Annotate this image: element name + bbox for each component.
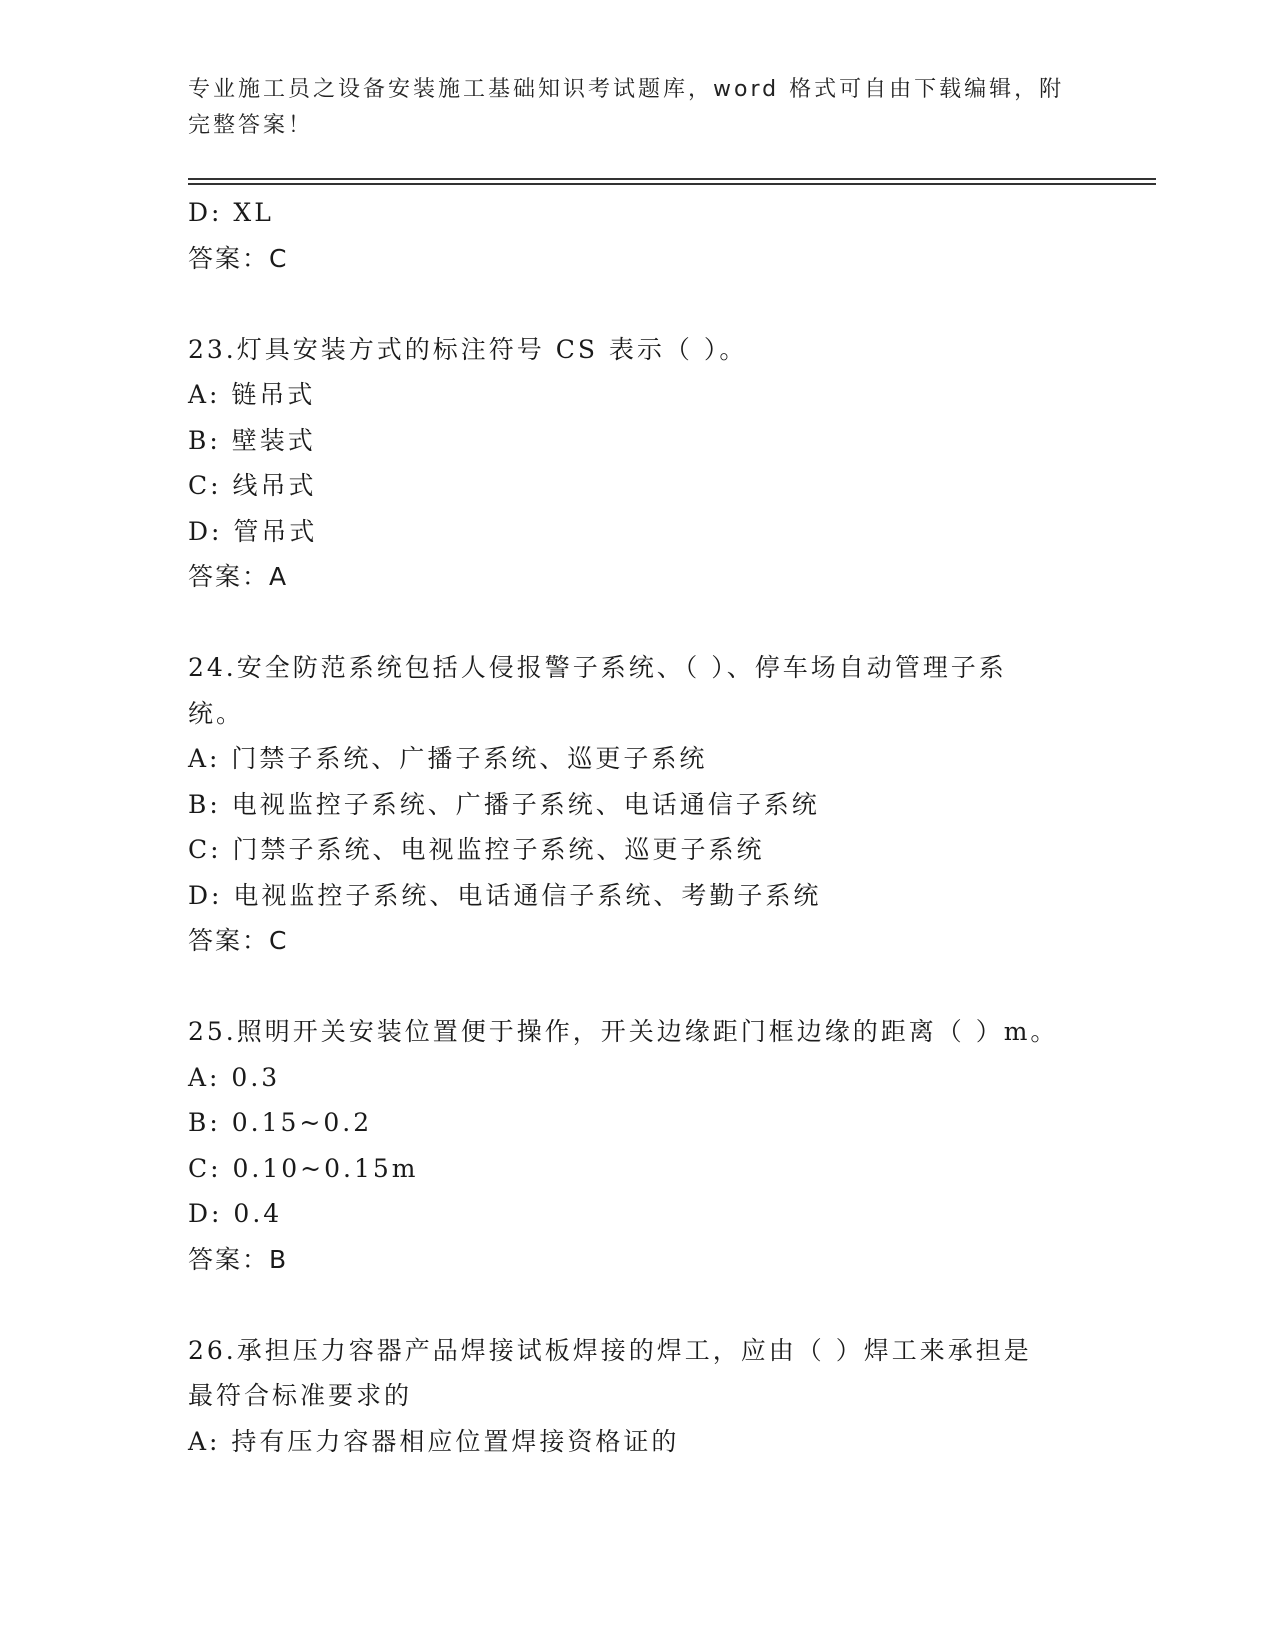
- prev-answer: 答案：C: [188, 243, 289, 273]
- question-25-option-b: B: 0.15~0.2: [188, 1108, 373, 1137]
- question-25-option-c: C: 0.10~0.15m: [188, 1153, 419, 1183]
- question-25-option-d: D: 0.4: [188, 1199, 283, 1228]
- question-23: [188, 327, 1068, 600]
- question-24-option-c: C: 门禁子系统、电视监控子系统、巡更子系统: [188, 835, 765, 864]
- question-26: [188, 1328, 1068, 1465]
- question-24-answer: 答案：C: [188, 926, 289, 955]
- question-24-stem-line2: 统。: [188, 698, 245, 728]
- question-25-stem: 25.照明开关安装位置便于操作，开关边缘距门框边缘的距离（ ）m。: [188, 1017, 1059, 1046]
- question-23-option-a: A: 链吊式: [188, 380, 316, 409]
- document-header: [188, 72, 1068, 144]
- question-24-option-b: B: 电视监控子系统、广播子系统、电话通信子系统: [188, 789, 820, 819]
- header-title: 专业施工员之设备安装施工基础知识考试题库，word 格式可自由下载编辑，附完整答案！: [188, 77, 1065, 138]
- header-rule-bottom: [188, 183, 1156, 185]
- question-25-option-a: A: 0.3: [188, 1062, 281, 1092]
- question-23-option-b: B: 壁装式: [188, 425, 316, 455]
- question-26-stem-line2: 最符合标准要求的: [188, 1381, 413, 1410]
- question-26-stem-line1: 26.承担压力容器产品焊接试板焊接的焊工，应由（ ）焊工来承担是: [188, 1335, 1032, 1365]
- question-25-answer: 答案：B: [188, 1244, 289, 1274]
- question-23-answer: 答案：A: [188, 562, 289, 591]
- question-26-option-a: A: 持有压力容器相应位置焊接资格证的: [188, 1426, 680, 1456]
- question-24-stem-line1: 24.安全防范系统包括人侵报警子系统、（ ）、停车场自动管理子系: [188, 653, 1007, 682]
- question-23-stem: 23.灯具安装方式的标注符号 CS 表示（ ）。: [188, 334, 748, 364]
- prev-option-d: D: XL: [188, 198, 274, 227]
- question-24: [188, 645, 1068, 964]
- question-24-option-a: A: 门禁子系统、广播子系统、巡更子系统: [188, 744, 708, 773]
- question-25: [188, 1009, 1068, 1282]
- question-24-option-d: D: 电视监控子系统、电话通信子系统、考勤子系统: [188, 880, 822, 910]
- question-23-option-d: D: 管吊式: [188, 516, 318, 546]
- question-23-option-c: C: 线吊式: [188, 471, 317, 500]
- header-rule-top: [188, 178, 1156, 180]
- question-list: [188, 190, 1068, 1464]
